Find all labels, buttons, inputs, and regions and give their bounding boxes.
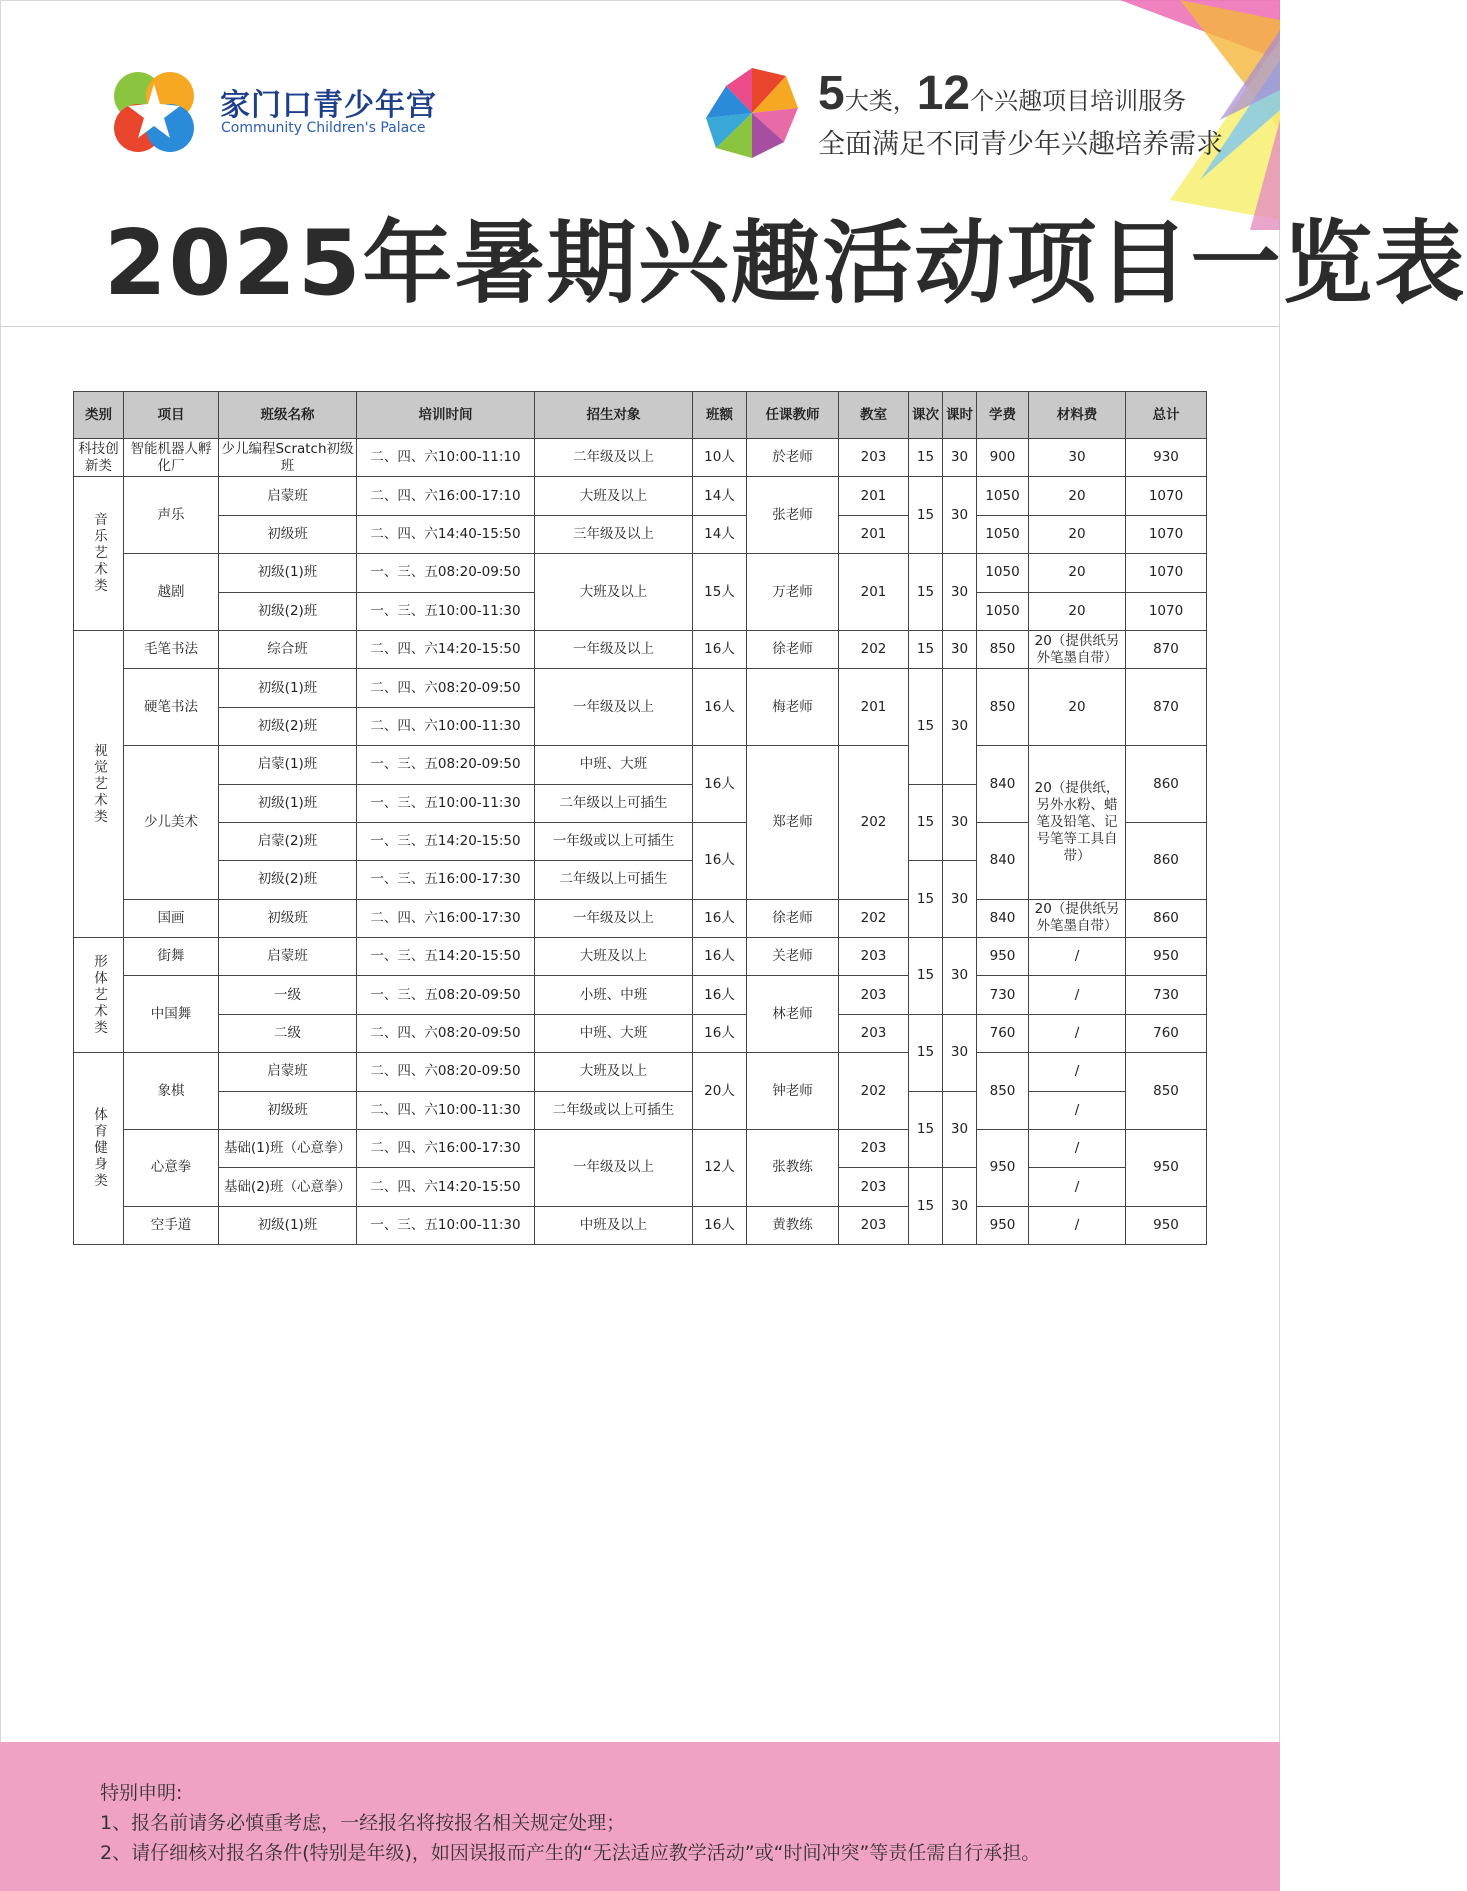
slogan-line-1 xyxy=(818,66,1186,121)
target-cell: 中班、大班 xyxy=(535,1014,693,1052)
quota-cell: 16人 xyxy=(693,1014,747,1052)
table-row xyxy=(74,439,1207,477)
fee-cell: 950 xyxy=(977,938,1029,976)
time-cell: 一、三、五08:20-09:50 xyxy=(357,976,535,1014)
table-row xyxy=(74,899,1207,937)
target-cell: 大班及以上 xyxy=(535,938,693,976)
table-row xyxy=(74,1091,1207,1129)
material-cell: / xyxy=(1029,938,1126,976)
fee-cell: 1050 xyxy=(977,554,1029,592)
quota-cell: 16人 xyxy=(693,669,747,746)
category-cell: 视觉艺术类 xyxy=(74,630,124,937)
room-cell: 202 xyxy=(839,1053,909,1130)
class-cell: 初级(1)班 xyxy=(219,784,357,822)
time-cell: 一、三、五08:20-09:50 xyxy=(357,554,535,592)
class-cell: 启蒙(1)班 xyxy=(219,746,357,784)
fee-cell: 760 xyxy=(977,1014,1029,1052)
fee-cell: 1050 xyxy=(977,515,1029,553)
time-cell: 二、四、六10:00-11:30 xyxy=(357,1091,535,1129)
slogan-line-2: 全面满足不同青少年兴趣培养需求 xyxy=(818,129,1223,160)
project-cell: 越剧 xyxy=(124,554,219,631)
quota-cell: 16人 xyxy=(693,976,747,1014)
room-cell: 203 xyxy=(839,1168,909,1206)
time-cell: 二、四、六10:00-11:10 xyxy=(357,439,535,477)
time-cell: 一、三、五10:00-11:30 xyxy=(357,1206,535,1244)
total-cell: 1070 xyxy=(1126,592,1207,630)
class-cell: 初级(2)班 xyxy=(219,592,357,630)
total-cell: 860 xyxy=(1126,822,1207,899)
sessions-cell: 15 xyxy=(909,1014,943,1091)
teacher-cell: 於老师 xyxy=(747,439,839,477)
header-total: 总计 xyxy=(1126,392,1207,439)
material-cell: 20 xyxy=(1029,515,1126,553)
teacher-cell: 万老师 xyxy=(747,554,839,631)
time-cell: 二、四、六10:00-11:30 xyxy=(357,707,535,745)
header-quota: 班额 xyxy=(693,392,747,439)
target-cell: 中班及以上 xyxy=(535,1206,693,1244)
teacher-cell: 徐老师 xyxy=(747,630,839,668)
hours-cell: 30 xyxy=(943,1014,977,1091)
slogan-number-5: 5 xyxy=(818,67,845,120)
target-cell: 大班及以上 xyxy=(535,554,693,631)
project-cell: 空手道 xyxy=(124,1206,219,1244)
table-header-row xyxy=(74,392,1207,439)
sessions-cell: 15 xyxy=(909,1168,943,1245)
project-cell: 国画 xyxy=(124,899,219,937)
sessions-cell: 15 xyxy=(909,554,943,631)
total-cell: 930 xyxy=(1126,439,1207,477)
time-cell: 二、四、六08:20-09:50 xyxy=(357,1014,535,1052)
page-title: 2025年暑期兴趣活动项目一览表 xyxy=(104,211,1467,316)
room-cell: 202 xyxy=(839,746,909,900)
notice-title: 特别申明: xyxy=(100,1782,183,1804)
project-cell: 少儿美术 xyxy=(124,746,219,900)
class-cell: 初级(1)班 xyxy=(219,554,357,592)
time-cell: 一、三、五16:00-17:30 xyxy=(357,861,535,899)
time-cell: 二、四、六14:40-15:50 xyxy=(357,515,535,553)
teacher-cell: 郑老师 xyxy=(747,746,839,900)
category-cell: 体育健身类 xyxy=(74,1053,124,1245)
slogan-mid: 大类， xyxy=(844,87,917,115)
target-cell: 大班及以上 xyxy=(535,1053,693,1091)
teacher-cell: 徐老师 xyxy=(747,899,839,937)
table-row xyxy=(74,515,1207,553)
quota-cell: 15人 xyxy=(693,554,747,631)
time-cell: 二、四、六16:00-17:30 xyxy=(357,1130,535,1168)
time-cell: 一、三、五14:20-15:50 xyxy=(357,822,535,860)
header-fee: 学费 xyxy=(977,392,1029,439)
target-cell: 二年级以上可插生 xyxy=(535,861,693,899)
quota-cell: 20人 xyxy=(693,1053,747,1130)
hours-cell: 30 xyxy=(943,554,977,631)
room-cell: 201 xyxy=(839,477,909,515)
room-cell: 201 xyxy=(839,554,909,631)
material-cell: / xyxy=(1029,1053,1126,1091)
hours-cell: 30 xyxy=(943,1091,977,1168)
material-cell: / xyxy=(1029,1130,1126,1168)
hours-cell: 30 xyxy=(943,1168,977,1245)
total-cell: 860 xyxy=(1126,899,1207,937)
pinwheel-icon xyxy=(706,68,798,158)
fee-cell: 840 xyxy=(977,822,1029,899)
quota-cell: 16人 xyxy=(693,1206,747,1244)
target-cell: 一年级及以上 xyxy=(535,669,693,746)
fee-cell: 950 xyxy=(977,1206,1029,1244)
project-cell: 街舞 xyxy=(124,938,219,976)
hours-cell: 30 xyxy=(943,630,977,668)
class-cell: 启蒙班 xyxy=(219,1053,357,1091)
time-cell: 二、四、六16:00-17:30 xyxy=(357,899,535,937)
time-cell: 二、四、六16:00-17:10 xyxy=(357,477,535,515)
header-sessions: 课次 xyxy=(909,392,943,439)
teacher-cell: 关老师 xyxy=(747,938,839,976)
target-cell: 中班、大班 xyxy=(535,746,693,784)
material-cell: 20 xyxy=(1029,669,1126,746)
material-cell: 20（提供纸另外笔墨自带） xyxy=(1029,630,1126,668)
fee-cell: 850 xyxy=(977,1053,1029,1130)
sessions-cell: 15 xyxy=(909,784,943,861)
logo-name-en: Community Children's Palace xyxy=(221,120,426,136)
schedule-table xyxy=(73,391,1207,1245)
project-cell: 中国舞 xyxy=(124,976,219,1053)
material-cell: 20 xyxy=(1029,554,1126,592)
room-cell: 203 xyxy=(839,1014,909,1052)
teacher-cell: 黄教练 xyxy=(747,1206,839,1244)
table-row xyxy=(74,630,1207,668)
time-cell: 一、三、五10:00-11:30 xyxy=(357,592,535,630)
quota-cell: 14人 xyxy=(693,477,747,515)
total-cell: 730 xyxy=(1126,976,1207,1014)
total-cell: 860 xyxy=(1126,746,1207,823)
sessions-cell: 15 xyxy=(909,938,943,1015)
slogan-tail: 个兴趣项目培训服务 xyxy=(970,87,1187,115)
hours-cell: 30 xyxy=(943,669,977,784)
quota-cell: 10人 xyxy=(693,439,747,477)
table-row xyxy=(74,976,1207,1014)
time-cell: 二、四、六14:20-15:50 xyxy=(357,630,535,668)
target-cell: 三年级及以上 xyxy=(535,515,693,553)
table-row xyxy=(74,477,1207,515)
target-cell: 大班及以上 xyxy=(535,477,693,515)
class-cell: 少儿编程Scratch初级班 xyxy=(219,439,357,477)
logo-name-cn: 家门口青少年宫 xyxy=(220,88,437,123)
room-cell: 201 xyxy=(839,515,909,553)
room-cell: 203 xyxy=(839,976,909,1014)
material-cell: / xyxy=(1029,1014,1126,1052)
quota-cell: 14人 xyxy=(693,515,747,553)
target-cell: 二年级或以上可插生 xyxy=(535,1091,693,1129)
header-room: 教室 xyxy=(839,392,909,439)
class-cell: 一级 xyxy=(219,976,357,1014)
time-cell: 一、三、五08:20-09:50 xyxy=(357,746,535,784)
room-cell: 203 xyxy=(839,1206,909,1244)
material-cell: 20 xyxy=(1029,592,1126,630)
class-cell: 初级(1)班 xyxy=(219,1206,357,1244)
target-cell: 一年级或以上可插生 xyxy=(535,822,693,860)
footer-notice xyxy=(0,1742,1280,1891)
material-cell: 20（提供纸另外笔墨自带） xyxy=(1029,899,1126,937)
target-cell: 二年级以上可插生 xyxy=(535,784,693,822)
room-cell: 202 xyxy=(839,630,909,668)
table-row xyxy=(74,938,1207,976)
time-cell: 二、四、六14:20-15:50 xyxy=(357,1168,535,1206)
header-hours: 课时 xyxy=(943,392,977,439)
project-cell: 智能机器人孵化厂 xyxy=(124,439,219,477)
quota-cell: 12人 xyxy=(693,1130,747,1207)
material-cell: 20（提供纸，另外水粉、蜡笔及铅笔、记号笔等工具自带） xyxy=(1029,746,1126,900)
slogan-number-12: 12 xyxy=(916,67,971,120)
sessions-cell: 15 xyxy=(909,669,943,784)
sessions-cell: 15 xyxy=(909,1091,943,1168)
table-row xyxy=(74,1014,1207,1052)
material-cell: 20 xyxy=(1029,477,1126,515)
total-cell: 950 xyxy=(1126,1206,1207,1244)
header-category: 类别 xyxy=(74,392,124,439)
class-cell: 启蒙班 xyxy=(219,938,357,976)
header-divider xyxy=(0,326,1280,327)
class-cell: 初级(1)班 xyxy=(219,669,357,707)
teacher-cell: 张教练 xyxy=(747,1130,839,1207)
target-cell: 一年级及以上 xyxy=(535,1130,693,1207)
material-cell: / xyxy=(1029,1168,1126,1206)
target-cell: 小班、中班 xyxy=(535,976,693,1014)
project-cell: 声乐 xyxy=(124,477,219,554)
hours-cell: 30 xyxy=(943,477,977,554)
quota-cell: 16人 xyxy=(693,899,747,937)
community-palace-logo-icon xyxy=(108,66,200,158)
project-cell: 象棋 xyxy=(124,1053,219,1130)
teacher-cell: 梅老师 xyxy=(747,669,839,746)
project-cell: 毛笔书法 xyxy=(124,630,219,668)
target-cell: 一年级及以上 xyxy=(535,630,693,668)
class-cell: 初级(2)班 xyxy=(219,707,357,745)
category-cell: 科技创新类 xyxy=(74,439,124,477)
class-cell: 初级班 xyxy=(219,899,357,937)
quota-cell: 16人 xyxy=(693,822,747,899)
time-cell: 二、四、六08:20-09:50 xyxy=(357,1053,535,1091)
fee-cell: 840 xyxy=(977,746,1029,823)
class-cell: 二级 xyxy=(219,1014,357,1052)
class-cell: 初级班 xyxy=(219,515,357,553)
room-cell: 201 xyxy=(839,669,909,746)
total-cell: 1070 xyxy=(1126,515,1207,553)
header-class: 班级名称 xyxy=(219,392,357,439)
table-row xyxy=(74,1130,1207,1168)
time-cell: 二、四、六08:20-09:50 xyxy=(357,669,535,707)
fee-cell: 900 xyxy=(977,439,1029,477)
header-time: 培训时间 xyxy=(357,392,535,439)
total-cell: 870 xyxy=(1126,669,1207,746)
quota-cell: 16人 xyxy=(693,630,747,668)
class-cell: 基础(2)班（心意拳） xyxy=(219,1168,357,1206)
teacher-cell: 钟老师 xyxy=(747,1053,839,1130)
room-cell: 203 xyxy=(839,1130,909,1168)
project-cell: 心意拳 xyxy=(124,1130,219,1207)
teacher-cell: 张老师 xyxy=(747,477,839,554)
sessions-cell: 15 xyxy=(909,630,943,668)
sessions-cell: 15 xyxy=(909,439,943,477)
total-cell: 850 xyxy=(1126,1053,1207,1130)
table-row xyxy=(74,746,1207,784)
target-cell: 一年级及以上 xyxy=(535,899,693,937)
category-cell: 形体艺术类 xyxy=(74,938,124,1053)
class-cell: 初级班 xyxy=(219,1091,357,1129)
hours-cell: 30 xyxy=(943,861,977,938)
fee-cell: 1050 xyxy=(977,592,1029,630)
table-row xyxy=(74,669,1207,707)
header-target: 招生对象 xyxy=(535,392,693,439)
class-cell: 基础(1)班（心意拳） xyxy=(219,1130,357,1168)
fee-cell: 950 xyxy=(977,1130,1029,1207)
header-teacher: 任课教师 xyxy=(747,392,839,439)
fee-cell: 850 xyxy=(977,669,1029,746)
total-cell: 1070 xyxy=(1126,554,1207,592)
room-cell: 202 xyxy=(839,899,909,937)
sessions-cell: 15 xyxy=(909,477,943,554)
sessions-cell: 15 xyxy=(909,861,943,938)
header-material: 材料费 xyxy=(1029,392,1126,439)
fee-cell: 840 xyxy=(977,899,1029,937)
total-cell: 950 xyxy=(1126,1130,1207,1207)
table-row xyxy=(74,554,1207,592)
class-cell: 综合班 xyxy=(219,630,357,668)
quota-cell: 16人 xyxy=(693,938,747,976)
class-cell: 启蒙(2)班 xyxy=(219,822,357,860)
total-cell: 1070 xyxy=(1126,477,1207,515)
fee-cell: 1050 xyxy=(977,477,1029,515)
room-cell: 203 xyxy=(839,938,909,976)
material-cell: / xyxy=(1029,1206,1126,1244)
fee-cell: 850 xyxy=(977,630,1029,668)
total-cell: 870 xyxy=(1126,630,1207,668)
target-cell: 二年级及以上 xyxy=(535,439,693,477)
table-row xyxy=(74,1053,1207,1091)
class-cell: 启蒙班 xyxy=(219,477,357,515)
category-cell: 音乐艺术类 xyxy=(74,477,124,631)
material-cell: / xyxy=(1029,1091,1126,1129)
hours-cell: 30 xyxy=(943,439,977,477)
material-cell: 30 xyxy=(1029,439,1126,477)
total-cell: 760 xyxy=(1126,1014,1207,1052)
teacher-cell: 林老师 xyxy=(747,976,839,1053)
class-cell: 初级(2)班 xyxy=(219,861,357,899)
project-cell: 硬笔书法 xyxy=(124,669,219,746)
quota-cell: 16人 xyxy=(693,746,747,823)
header-project: 项目 xyxy=(124,392,219,439)
hours-cell: 30 xyxy=(943,938,977,1015)
total-cell: 950 xyxy=(1126,938,1207,976)
room-cell: 203 xyxy=(839,439,909,477)
material-cell: / xyxy=(1029,976,1126,1014)
hours-cell: 30 xyxy=(943,784,977,861)
notice-line-1: 1、报名前请务必慎重考虑，一经报名将按报名相关规定处理； xyxy=(100,1812,626,1834)
time-cell: 一、三、五14:20-15:50 xyxy=(357,938,535,976)
notice-line-2: 2、请仔细核对报名条件(特别是年级)，如因误报而产生的“无法适应教学活动”或“时间冲突”等责任需自行承担。 xyxy=(100,1842,1041,1864)
time-cell: 一、三、五10:00-11:30 xyxy=(357,784,535,822)
fee-cell: 730 xyxy=(977,976,1029,1014)
table-row xyxy=(74,1206,1207,1244)
